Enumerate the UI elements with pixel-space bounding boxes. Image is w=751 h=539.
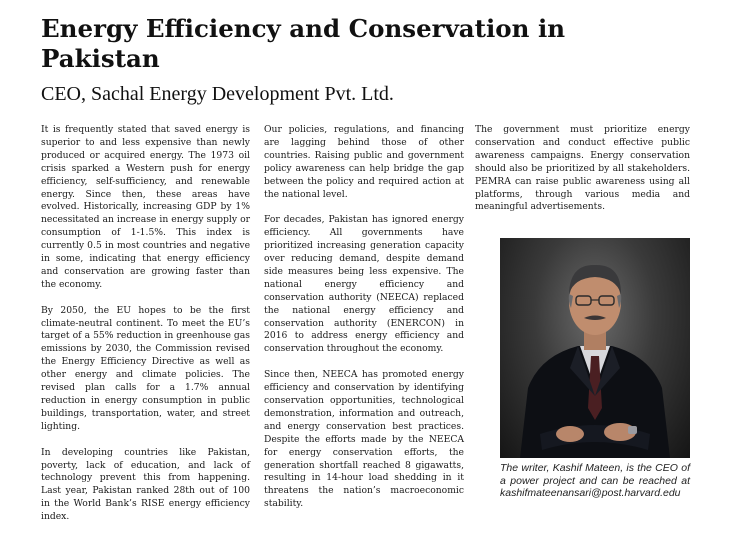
author-portrait-icon [500,238,690,458]
paragraph: For decades, Pakistan has ignored energy efficiency. All governments have prioritized increasing generation capacity over reducing demand, despite demand side measures being less expensive. The national energy efficiency and conservation authority (NEECA) replaced the national energy efficiency and conservation authority (ENERCON) in 2016 to address energy efficiency and conservation throughout the economy. [264,214,464,355]
paragraph: In developing countries like Pakistan, poverty, lack of education, and lack of technology prevent this from happening. Last year, Pakistan ranked 28th out of 100 in the World Bank’s RISE energy efficiency index. [41,446,250,523]
article-title: Energy Efficiency and Conservation in Pakistan [41,14,566,73]
paragraph: By 2050, the EU hopes to be the first climate-neutral continent. To meet the EU’s target of a 55% reduction in greenhouse gas emissions by 2030, the Commission revised the Energy Efficiency Directive as well as other energy and climate policies. The revised plan calls for a 1.7% annual reduction in energy consumption in public buildings, transportation, water, and street lighting. [41,304,250,432]
article-column-1 [41,124,250,537]
paragraph: Since then, NEECA has promoted energy efficiency and conservation by identifying conservation opportunities, technological demonstration, information and outreach, and energy conservation best practices. Despite the efforts made by the NEECA for energy conservation efforts, the generation shortfall reached 8 gigawatts, resulting in 14-hour load shedding in it threatens the nation’s macroeconomic stability. [264,369,464,510]
photo-caption: The writer, Kashif Mateen, is the CEO of a power project and can be reached at kashifmateenansari@post.harvard.edu [500,462,690,499]
paragraph: It is frequently stated that saved energy is superior to and less expensive than newly produced or acquired energy. The 1973 oil crisis sparked a Western push for energy efficiency, self-sufficiency, and renewable energy. Since then, these areas have evolved. Historically, increasing GDP by 1% necessitated an increase in energy supply or consumption of 1-1.5%. This index is currently 0.5 in most countries and negative in some, indicating that energy efficiency and conservation are growing faster than the economy. [41,124,250,290]
article-column-2 [264,124,464,524]
author-photo [500,238,690,458]
paragraph: The government must prioritize energy conservation and conduct effective public awareness campaigns. Energy conservation should also be prioritized by all stakeholders. PEMRA can raise public awareness using all platforms, through various media and meaningful advertisements. [475,124,690,213]
article-subtitle: CEO, Sachal Energy Development Pvt. Ltd. [41,83,394,105]
article-column-3 [475,124,690,227]
paragraph: Our policies, regulations, and financing are lagging behind those of other countries. Raising public and government policy awareness can help bridge the gap between the policy and required action at the national level. [264,124,464,200]
